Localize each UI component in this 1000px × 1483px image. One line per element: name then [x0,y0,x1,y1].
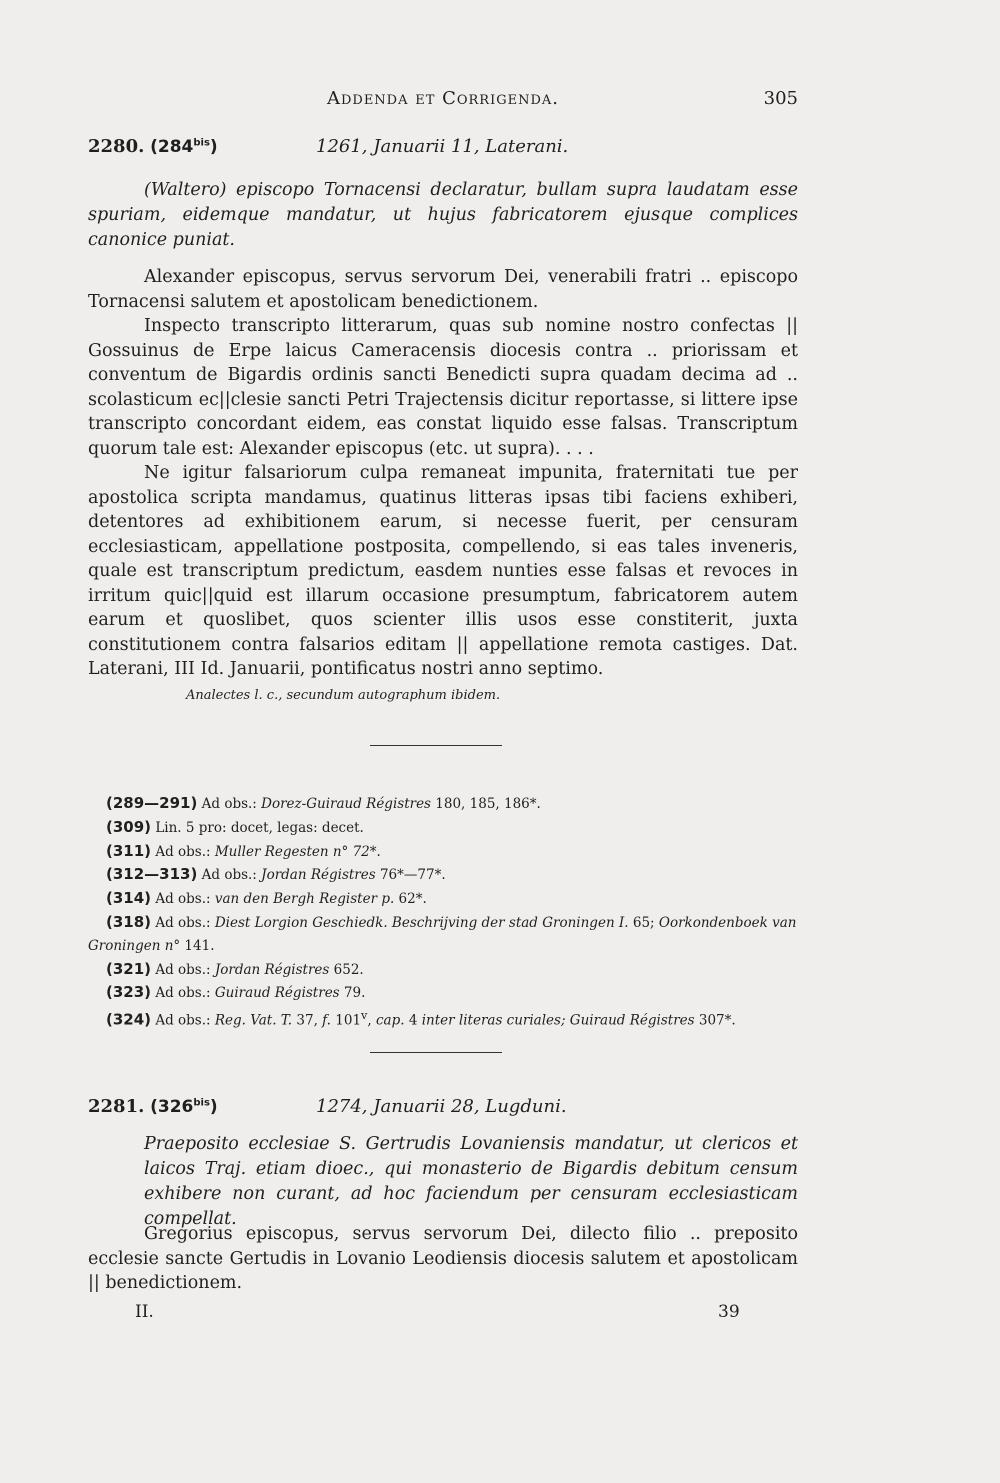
addenda-text: Reg. Vat. T. [214,1012,293,1029]
addenda-text: Ad obs.: [155,1012,215,1029]
addenda-text: Jordan Régistres [214,961,330,978]
addenda-ref: (314) [106,889,152,908]
addenda-item [88,911,802,958]
addenda-ref: (312—313) [106,865,198,884]
addenda-ref: (323) [106,983,152,1002]
addenda-item [88,887,802,911]
addenda-text: Lin. 5 pro: docet, legas: decet. [155,819,364,836]
entry-date: 1261, Januarii 11, Laterani. [316,136,569,157]
addenda-item [88,981,802,1005]
addenda-text: Oorkondenboek van Groningen n° [88,914,797,954]
volume-mark: II. [135,1302,154,1322]
addenda-item [88,792,802,816]
addenda-text: cap. [376,1012,405,1029]
addenda-text: van den Bergh Register p. [214,891,395,908]
addenda-text: Ad obs.: [155,891,215,908]
paragraph: Inspecto transcripto litterarum, quas sub nomine nostro confectas || Gossuinus de Erpe laicus Cameracensis diocesis contra .. priorissam et conventum de Bigardis ordinis sancti Benedicti supra quadam decima ad .. scolasticum ec||clesie sancti Petri Trajectensis dicitur reportasse, si littere ipse transcripto concordant eidem, eas constat liquido esse falsas. Transcriptum quorum tale est: Alexander episcopus (etc. ut supra). . . . [88,316,798,459]
addenda-text: Ad obs.: [155,843,215,860]
addenda-text: Jordan Régistres [261,867,376,884]
addenda-text: Guiraud Régistres [214,985,340,1002]
addenda-text: Dorez-Guiraud Régistres [261,796,431,812]
addenda-text: 65; [628,914,659,931]
entry-summary: Praeposito ecclesiae S. Gertrudis Lovaniensis mandatur, ut clericos et laicos Traj. etiam dioec., qui monasterio de Bigardis debitum censum exhibere non curant, ad hoc faciendum per censuram ecclesiasticam compellat. [144,1134,798,1229]
addenda-ref: (309) [106,817,152,836]
addenda-text: Ad obs.: [201,796,262,812]
addenda-ref: (324) [106,1010,152,1029]
paragraph: Gregorius episcopus, servus servorum Dei, dilecto filio .. preposito ecclesie sancte Gertudis in Lovanio Leodiensis diocesis salutem et apostolicam || benedictionem. [88,1224,798,1293]
entry-date: 1274, Januarii 28, Lugduni. [316,1096,567,1117]
addenda-ref: (321) [106,959,152,978]
addenda-text: Ad obs.: [155,985,215,1002]
running-head [88,88,798,112]
source-note: Analectes l. c., secundum autographum ibidem. [186,688,501,703]
addenda-ref: (289—291) [106,794,198,812]
addenda-text: Muller Regesten n° 72*. [214,843,381,860]
entry-summary: (Waltero) episcopo Tornacensi declaratur, bullam supra laudatam esse spuriam, eidemque mandatur, ut hujus fabricatorem ejusque complices canonice puniat. [88,180,798,250]
addenda-text: Diest Lorgion Geschiedk. Beschrijving der stad Groningen I. [214,914,629,931]
addenda-text: 62*. [394,891,427,908]
addenda-text: 76*—77*. [375,867,446,884]
entry-number: 2280. [88,136,145,157]
addenda-item [88,863,802,887]
addenda-text: Ad obs.: [201,867,262,884]
addenda-ref: (318) [106,912,152,931]
addenda-text: 101 [330,1012,362,1029]
paragraph: Alexander episcopus, servus servorum Dei, venerabili fratri .. episcopo Tornacensi salutem et apostolicam benedictionem. [88,267,798,312]
addenda-text: , [367,1012,376,1029]
addenda-item [88,1005,802,1032]
addenda-list [88,792,802,1032]
addenda-text: v [361,1009,368,1023]
addenda-text: 652. [329,961,364,978]
page-number: 305 [763,88,798,109]
signature-mark: 39 [718,1302,740,1322]
separator-rule [370,745,502,746]
addenda-text: 307*. [694,1012,736,1029]
entry-reference: $(326^{bis})$ [150,1097,218,1117]
addenda-text: 4 [404,1012,422,1029]
addenda-ref: (311) [106,841,152,860]
entry-text [88,265,798,682]
addenda-text: f. [322,1012,331,1029]
addenda-text: 79. [339,985,366,1002]
running-title: Addenda et Corrigenda. [326,88,560,109]
addenda-text: inter literas curiales; Guiraud Régistres [421,1012,695,1029]
addenda-text: Ad obs.: [155,914,215,931]
entry-heading [88,136,798,162]
entry-number: 2281. [88,1096,145,1117]
entry-reference: $(284^{bis})$ [150,137,218,157]
addenda-item [88,816,802,840]
separator-rule [370,1052,502,1053]
entry-text [88,1222,798,1296]
addenda-item [88,958,802,982]
addenda-text: Ad obs.: [155,961,215,978]
addenda-text: 141. [180,937,215,954]
paragraph: Ne igitur falsariorum culpa remaneat impunita, fraternitati tue per apostolica scripta mandamus, quatinus litteras ipsas tibi faciens exhiberi, detentores ad exhibitionem earum, si necesse fuerit, per censuram ecclesiasticam, appellatione postposita, compellendo, si eas tales inveneris, quale est transcriptum predictum, easdem nunties esse falsas et revoces in irritum quic||quid est illarum occasione presumptum, fabricatorem autem earum et quoslibet, quos scienter illis usos esse constiterit, juxta constitutionem contra falsarios editam || appellatione remota castiges. Dat. Laterani, III Id. Januarii, pontificatus nostri anno septimo. [88,463,798,679]
addenda-text: 37, [292,1012,323,1029]
entry-heading [88,1096,798,1122]
addenda-item [88,840,802,864]
addenda-text: 180, 185, 186*. [431,796,541,812]
